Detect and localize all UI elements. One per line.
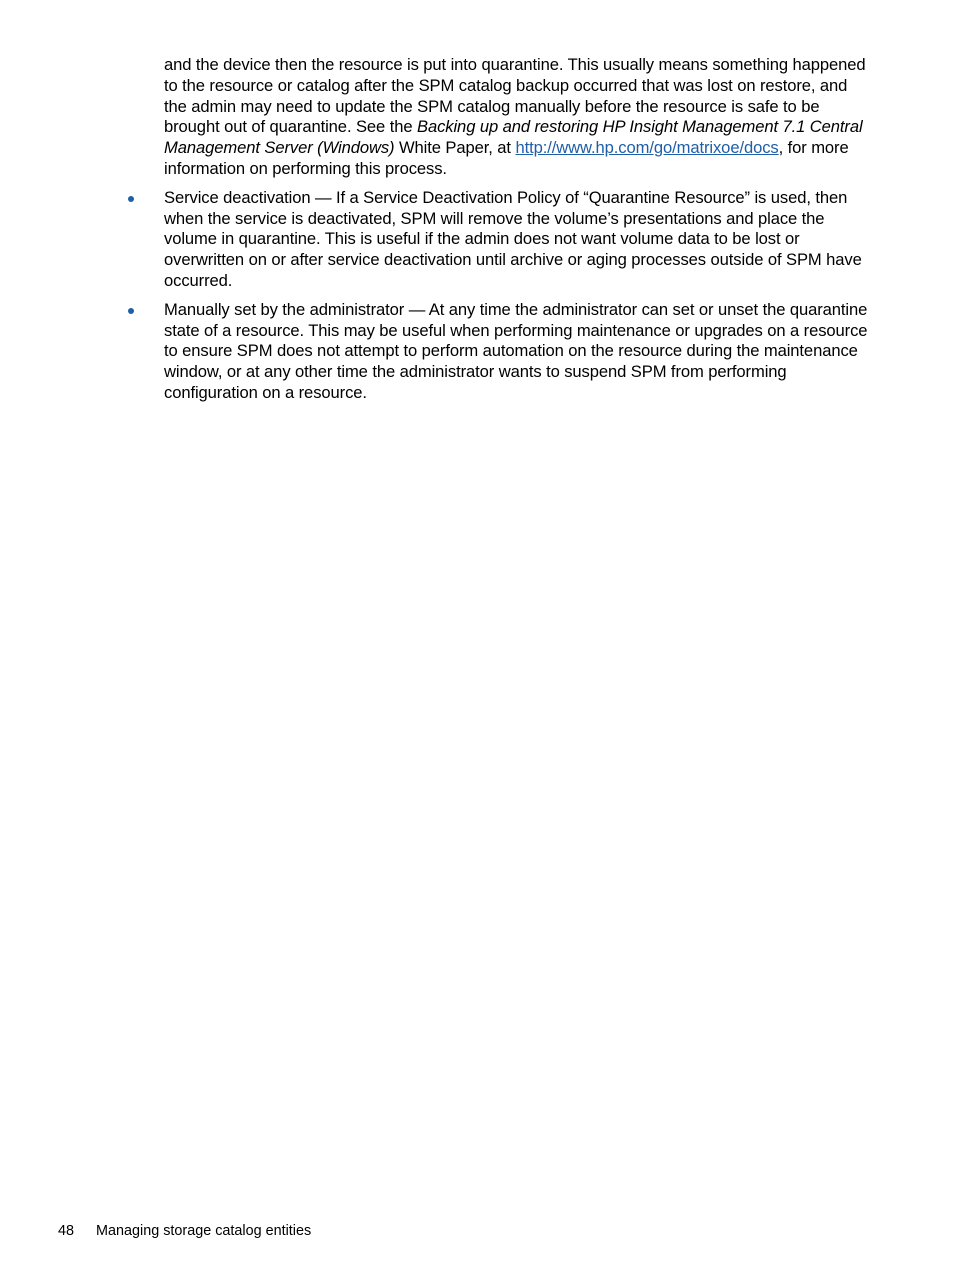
paragraph-text-before: and the device then the resource is put into quarantine. This usually means something happened to the resource or catalog after the SPM catalog backup occurred that was lost on restore, and the admin may need to update the SPM catalog manually before the resource is safe to be brought out of quarantine. See the: [164, 55, 866, 137]
quarantine-bullet-list: [164, 188, 870, 404]
page-content: [164, 55, 870, 412]
white-paper-title: Backing up and restoring HP Insight Management 7.1 Central Management Server (Windows): [164, 117, 863, 158]
footer-section-title: Managing storage catalog entities: [96, 1223, 312, 1239]
bullet-icon: [128, 308, 134, 314]
paragraph-text-after: , for more information on performing this process.: [164, 138, 849, 178]
list-item-service-deactivation: [164, 188, 870, 292]
list-item-text: Manually set by the administrator — At any time the administrator can set or unset the quarantine state of a resource. This may be useful when performing maintenance or upgrades on a resource to ensure SPM does not attempt to perform automation on the resource during the maintenance window, or at any other time the administrator wants to suspend SPM from performing configuration on a resource.: [164, 299, 868, 402]
page-number: 48: [58, 1223, 75, 1239]
page-footer: [58, 1222, 311, 1240]
list-item-manually-set: [164, 300, 870, 404]
list-item-text: Service deactivation — If a Service Deactivation Policy of “Quarantine Resource” is used, then when the service is deactivated, SPM will remove the volume’s presentations and place the volume in quarantine. This is useful if the admin does not want volume data to be lost or overwritten on or after service deactivation until archive or aging processes outside of SPM have occurred.: [164, 187, 862, 290]
continuation-paragraph: [164, 55, 870, 180]
matrixoe-docs-link[interactable]: http://www.hp.com/go/matrixoe/docs: [515, 138, 779, 158]
bullet-icon: [128, 196, 134, 202]
paragraph-text-middle: White Paper, at: [394, 138, 516, 158]
